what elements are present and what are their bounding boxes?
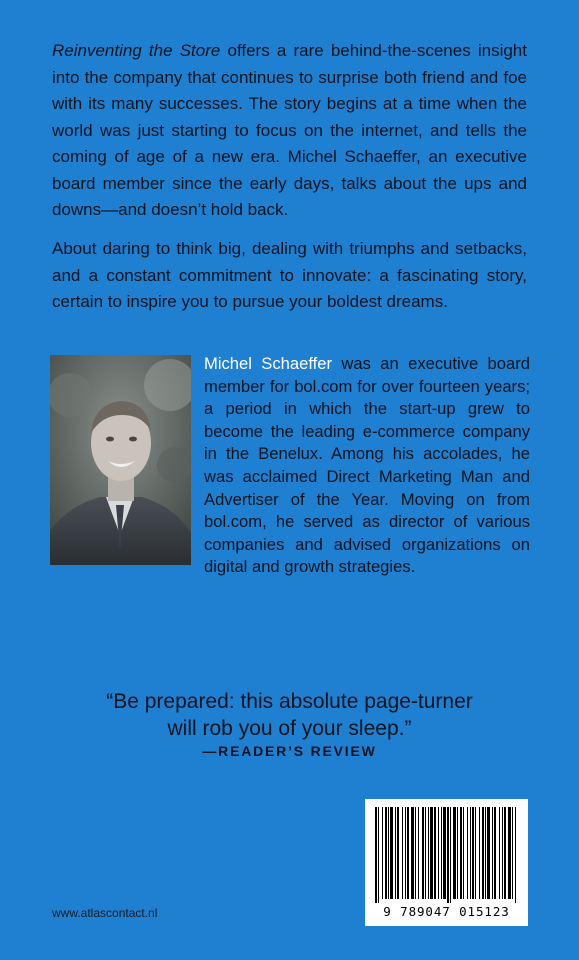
barcode-bar — [467, 807, 468, 899]
barcode-bar — [378, 807, 379, 903]
barcode-bar — [385, 807, 387, 899]
review-quote-line-2: will rob you of your sleep.” — [167, 717, 412, 740]
barcode-bar — [405, 807, 406, 899]
barcode-bar — [494, 807, 496, 899]
barcode-bar — [460, 807, 462, 899]
barcode-bar — [415, 807, 416, 899]
barcode-bar — [402, 807, 403, 899]
barcode-bar — [485, 807, 486, 899]
barcode-bar — [407, 807, 409, 899]
review-attribution: —READER’S REVIEW — [202, 743, 377, 759]
barcode-bar — [390, 807, 393, 899]
barcode-bar — [472, 807, 474, 899]
barcode-bar — [441, 807, 442, 899]
barcode-bar — [450, 807, 451, 903]
book-title: Reinventing the Store — [52, 41, 221, 60]
author-portrait-image — [50, 355, 191, 565]
barcode-bar — [422, 807, 424, 899]
barcode-bar — [515, 807, 516, 903]
barcode-bar — [487, 807, 490, 899]
isbn-number: 9 789047 015123 — [383, 904, 510, 919]
barcode-bar — [411, 807, 414, 899]
blurb-paragraph-1-text: offers a rare behind-the-scenes insight into the company that continues to surprise both friend and foe with its many successes. The story begins at a time when the world was just starting to focus on the internet, and tells the coming of age of a new era. Michel Schaeffer, an executive board member since the early days, talks about the ups and downs—and doesn’t hold back. — [52, 41, 527, 219]
barcode-bar — [502, 807, 503, 899]
publisher-website: www.atlascontact.nl — [52, 906, 158, 920]
barcode-bar — [482, 807, 484, 899]
barcode-bar — [418, 807, 419, 899]
barcode-bar — [453, 807, 456, 899]
review-quote — [0, 688, 579, 742]
author-bio-text: was an executive board member for bol.com for over fourteen years; a period in which the start-up grew to become the leading e-commerce company in the Benelux. Among his accolades, he was acclaimed Direct Marketing Man and Advertiser of the Year. Moving on from bol.com, he served as director of various companies and advised organizations on digital and growth strategies. — [204, 354, 530, 577]
isbn-barcode — [365, 799, 528, 926]
barcode-bar — [438, 807, 439, 899]
barcode-bar — [499, 807, 500, 899]
barcode-bar — [492, 807, 493, 899]
barcode-bar — [434, 807, 436, 899]
barcode-bar — [375, 807, 377, 903]
barcode-bar — [457, 807, 458, 899]
barcode-bar — [447, 807, 449, 903]
barcode-bar — [443, 807, 446, 899]
barcode-bar — [479, 807, 480, 899]
barcode-bar — [397, 807, 399, 899]
barcode-bar — [475, 807, 476, 899]
barcode-bar — [428, 807, 429, 899]
blurb-paragraph-2: About daring to think big, dealing with triumphs and setbacks, and a constant commitment to innovate: a fascinating story, certain to inspire you to pursue your boldest dreams. — [52, 239, 527, 311]
barcode-bar — [470, 807, 471, 899]
author-name: Michel Schaeffer — [204, 354, 333, 373]
barcode-bar — [388, 807, 389, 899]
review-quote-line-1: “Be prepared: this absolute page-turner — [106, 690, 473, 713]
author-photo — [50, 355, 191, 565]
barcode-bar — [382, 807, 383, 899]
barcode-bar — [504, 807, 506, 899]
barcode-bar — [395, 807, 396, 899]
barcode-bar — [512, 807, 513, 899]
barcode-bar — [425, 807, 426, 899]
barcode-bar — [463, 807, 464, 899]
blurb-paragraph-1 — [52, 38, 527, 224]
author-bio — [204, 353, 530, 579]
barcode-bar — [508, 807, 511, 899]
barcode-bar — [430, 807, 433, 899]
